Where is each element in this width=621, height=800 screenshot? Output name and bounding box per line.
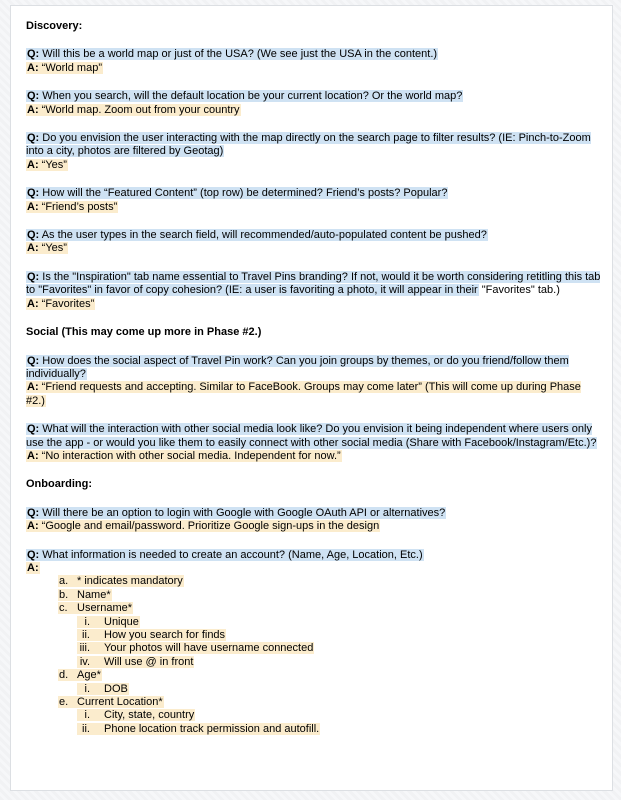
a-label: A: bbox=[27, 561, 39, 574]
list-item bbox=[77, 709, 603, 722]
a-label: A: bbox=[27, 242, 39, 255]
answer-highlight bbox=[26, 562, 40, 574]
list-item-highlight bbox=[77, 642, 314, 654]
answer-line bbox=[26, 62, 603, 75]
a-label: A: bbox=[27, 381, 39, 394]
a-label: A: bbox=[27, 200, 39, 213]
list-marker: e. bbox=[59, 696, 69, 709]
q-label: Q: bbox=[27, 132, 40, 145]
qa-block bbox=[26, 423, 603, 463]
list-text: Phone location track permission and autofill. bbox=[104, 722, 320, 735]
list-text: City, state, country bbox=[104, 709, 195, 722]
list-item-highlight bbox=[77, 723, 320, 735]
list-marker: a. bbox=[59, 575, 69, 588]
question-highlight bbox=[26, 355, 569, 380]
list-marker: iv. bbox=[79, 655, 90, 668]
list-text: Your photos will have username connected bbox=[104, 642, 314, 655]
list-text: Username* bbox=[77, 602, 133, 615]
question-text: As the user types in the search field, will recommended/auto-populated content be pushed? bbox=[41, 229, 487, 242]
question-text: When you search, will the default location be your current location? Or the world map? bbox=[42, 90, 463, 103]
q-label: Q: bbox=[27, 354, 40, 367]
answer-highlight bbox=[26, 201, 118, 213]
question-line bbox=[26, 132, 603, 159]
question-text: How does the social aspect of Travel Pin work? Can you join groups by themes, or do you friend/follow them individually? bbox=[26, 354, 569, 380]
question-highlight bbox=[26, 423, 597, 448]
answer-highlight bbox=[26, 242, 68, 254]
q-label: Q: bbox=[27, 48, 40, 61]
qa-block bbox=[26, 229, 603, 256]
qa-block bbox=[26, 271, 603, 311]
answer-line bbox=[26, 298, 603, 311]
section-heading-onboarding: Onboarding: bbox=[26, 478, 92, 491]
qa-block bbox=[26, 90, 603, 117]
question-text: Is the "Inspiration" tab name essential to Travel Pins branding? If not, would it be worth considering retitling this tab to "Favorites" in favor of copy cohesion? (IE: a user is favoriting a photo, it will appear in their bbox=[26, 270, 601, 297]
list-item bbox=[58, 575, 603, 588]
list-text: How you search for finds bbox=[104, 629, 226, 641]
list-text: * indicates mandatory bbox=[77, 575, 183, 588]
question-highlight bbox=[26, 549, 424, 561]
qa-block bbox=[26, 132, 603, 172]
question-highlight bbox=[26, 507, 446, 519]
answer-line bbox=[26, 242, 603, 255]
section-heading-discovery: Discovery: bbox=[26, 20, 83, 32]
list-marker: ii. bbox=[82, 629, 90, 641]
qa-block bbox=[26, 507, 603, 534]
answer-highlight bbox=[26, 298, 95, 310]
list-item-highlight bbox=[77, 656, 194, 668]
question-text: Do you envision the user interacting with the map directly on the search page to filter results? (IE: Pinch-to-Zoom into a city, photos are filtered by Geotag) bbox=[26, 132, 591, 158]
answer-text: “World map” bbox=[41, 61, 102, 74]
list-item bbox=[58, 669, 603, 682]
section-heading-social: Social (This may come up more in Phase #2.) bbox=[26, 326, 262, 339]
answer-text: “Favorites” bbox=[41, 297, 95, 310]
question-text: What will the interaction with other social media look like? Do you envision it being independent where users only use the app - or would you like them to easily connect with other social media (Share with Facebook/Instagram/Etc.)? bbox=[26, 423, 597, 449]
answer-text: “Friend’s posts” bbox=[41, 200, 118, 213]
list-item-highlight bbox=[58, 696, 164, 708]
qa-block bbox=[26, 355, 603, 409]
list-item-highlight bbox=[77, 629, 226, 641]
answer-highlight bbox=[26, 159, 68, 171]
list-text: Current Location* bbox=[77, 696, 163, 709]
answer-highlight bbox=[26, 520, 380, 532]
qa-block bbox=[26, 187, 603, 214]
list-item bbox=[77, 616, 603, 629]
q-label: Q: bbox=[27, 229, 40, 242]
list-marker: i. bbox=[84, 615, 90, 628]
list-marker: ii. bbox=[82, 722, 90, 735]
question-line bbox=[26, 507, 603, 520]
q-label: Q: bbox=[27, 187, 40, 200]
list-item-highlight bbox=[77, 616, 140, 628]
answer-text: “World map. Zoom out from your country bbox=[41, 103, 240, 116]
list-item-highlight bbox=[58, 589, 112, 601]
list-item-highlight bbox=[58, 602, 133, 614]
list-item bbox=[77, 629, 603, 642]
list-marker: d. bbox=[59, 669, 69, 682]
answer-highlight bbox=[26, 381, 581, 406]
list-item bbox=[77, 642, 603, 655]
list-text: Name* bbox=[77, 588, 111, 601]
list-marker: b. bbox=[59, 588, 69, 601]
question-text: What information is needed to create an account? (Name, Age, Location, Etc.) bbox=[42, 548, 423, 561]
list-item bbox=[58, 589, 603, 602]
answer-text: “No interaction with other social media. Independent for now.” bbox=[41, 449, 341, 462]
list-item bbox=[58, 696, 603, 709]
list-item bbox=[77, 723, 603, 736]
answer-text: “Friend requests and accepting. Similar to FaceBook. Groups may come later” (This will come up during Phase #2.) bbox=[26, 381, 581, 407]
a-label: A: bbox=[27, 449, 39, 462]
qa-block bbox=[26, 549, 603, 737]
answer-line bbox=[26, 104, 603, 117]
question-line bbox=[26, 355, 603, 382]
q-label: Q: bbox=[27, 270, 40, 283]
answer-text: “Google and email/password. Prioritize Google sign-ups in the design bbox=[41, 520, 380, 533]
answer-text: “Yes” bbox=[41, 242, 67, 255]
a-label: A: bbox=[27, 297, 39, 310]
q-label: Q: bbox=[27, 548, 40, 561]
list-item-highlight bbox=[77, 683, 129, 695]
list-marker: i. bbox=[84, 709, 90, 722]
answer-line bbox=[26, 450, 603, 463]
list-item-highlight bbox=[58, 575, 184, 587]
list-item bbox=[77, 683, 603, 696]
q-label: Q: bbox=[27, 506, 40, 519]
question-line bbox=[26, 271, 603, 298]
answer-line bbox=[26, 159, 603, 172]
question-highlight bbox=[26, 90, 463, 102]
question-text: How will the “Featured Content” (top row) be determined? Friend’s posts? Popular? bbox=[42, 187, 448, 200]
question-line bbox=[26, 90, 603, 103]
q-label: Q: bbox=[27, 90, 40, 103]
question-text: Will this be a world map or just of the USA? (We see just the USA in the content.) bbox=[42, 48, 438, 61]
question-line bbox=[26, 229, 603, 242]
answer-line bbox=[26, 201, 603, 214]
list-item-highlight bbox=[77, 709, 195, 721]
question-highlight bbox=[26, 187, 448, 199]
list-text: Will use @ in front bbox=[104, 655, 194, 668]
list-item-highlight bbox=[58, 669, 102, 681]
list-text: Age* bbox=[77, 669, 101, 682]
a-label: A: bbox=[27, 520, 39, 533]
list-item bbox=[77, 656, 603, 669]
qa-block bbox=[26, 48, 603, 75]
question-line bbox=[26, 423, 603, 450]
question-line bbox=[26, 48, 603, 61]
question-highlight bbox=[26, 132, 591, 157]
question-text: Will there be an option to login with Google with Google OAuth API or alternatives? bbox=[42, 506, 446, 519]
question-line bbox=[26, 187, 603, 200]
answer-line bbox=[26, 381, 603, 408]
a-label: A: bbox=[27, 158, 39, 171]
a-label: A: bbox=[27, 103, 39, 116]
list-text: Unique bbox=[104, 615, 139, 628]
answer-highlight bbox=[26, 104, 241, 116]
list-marker: i. bbox=[84, 682, 90, 695]
list-text: DOB bbox=[104, 682, 128, 695]
list-marker: c. bbox=[59, 602, 68, 615]
a-label: A: bbox=[27, 61, 39, 74]
answer-highlight bbox=[26, 450, 342, 462]
question-highlight bbox=[26, 229, 488, 241]
question-text-unhighlighted: "Favorites" tab.) bbox=[481, 284, 560, 297]
list-marker: iii. bbox=[79, 642, 90, 655]
answer-highlight bbox=[26, 62, 103, 74]
q-label: Q: bbox=[27, 423, 40, 436]
answer-text: “Yes” bbox=[41, 158, 67, 171]
document-page bbox=[10, 5, 613, 791]
list-item bbox=[58, 602, 603, 615]
question-highlight bbox=[26, 48, 438, 60]
answer-line bbox=[26, 520, 603, 533]
answer-line bbox=[26, 562, 603, 575]
question-line bbox=[26, 549, 603, 562]
